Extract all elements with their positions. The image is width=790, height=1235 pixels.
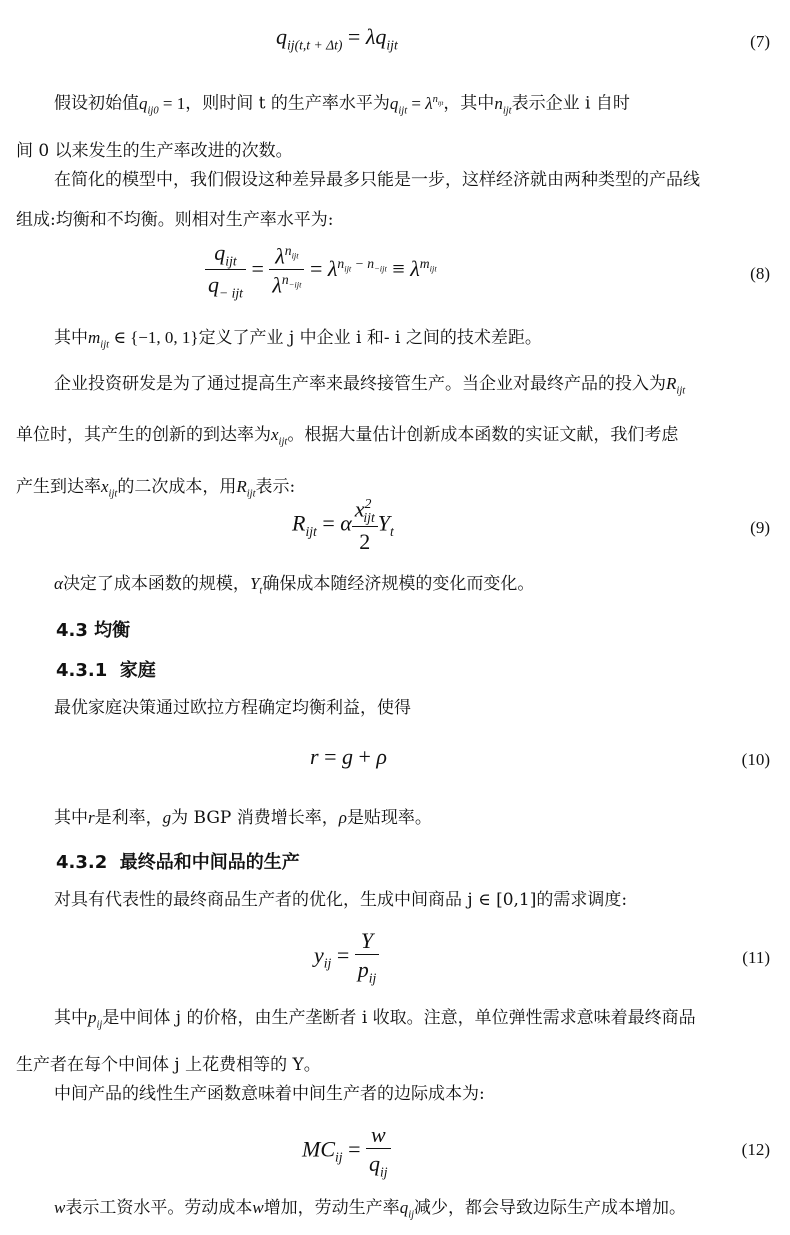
text: 间 0 以来发生的生产率改进的次数。 — [16, 141, 293, 162]
text: 最优家庭决策通过欧拉方程确定均衡利益，使得 — [54, 698, 411, 718]
text: 中间产品的线性生产函数意味着中间生产者的边际成本为: — [54, 1084, 485, 1104]
text: 决定了成本函数的规模， — [62, 574, 250, 594]
equation-9 — [0, 496, 790, 560]
equation-12-number: (12) — [741, 1140, 770, 1159]
equation-11-number: (11) — [742, 948, 770, 967]
equation-9-body: $R_{ijt} = \alpha$ $\frac{x^2_{ijt}}{2}$ $Y_t$ — [292, 496, 394, 554]
paragraph-3: 其中$m_{ijt}$ ∈ {−1, 0, 1}定义了产业 j 中企业 i 和- i 之间的技术差距。 — [54, 328, 542, 351]
paragraph-1: 假设初始值$q_{ij0} = 1$，则时间 t 的生产率水平为$q_{ijt} = \lambda^{n_{ijt}}$，其中$n_{ijt}$表示企业 i 自时 间 0 以来发生的生产率改进的次数。 — [16, 93, 630, 162]
text: 定义了产业 j 中企业 i 和- i 之间的技术差距。 — [198, 328, 542, 348]
paragraph-6 — [16, 688, 774, 728]
text: 是中间体 j 的价格，由生产垄断者 i 收取。注意，单位弹性需求意味着最终商品 — [102, 1008, 696, 1028]
subsection-heading-4-3-1 — [56, 656, 156, 682]
equation-11-body: $y_{ij}$ = $\frac{Y}{p_{ij}}$ — [314, 928, 379, 986]
equation-10-body: r = g + ρ — [310, 744, 387, 769]
heading-title: 最终品和中间品的生产 — [119, 852, 300, 873]
equation-10 — [0, 744, 790, 780]
paragraph-10 — [16, 1074, 774, 1114]
text: 对具有代表性的最终商品生产者的优化，生成中间商品 j ∈ [0,1]的需求调度: — [54, 890, 628, 910]
text: 为 BGP 消费增长率， — [171, 808, 339, 828]
paragraph-9: 其中$p_{ij}$是中间体 j 的价格，由生产垄断者 i 收取。注意，单位弹性需求意味着最终商品 生产者在每个中间体 j 上花费相等的 Y。 — [16, 1008, 696, 1076]
text: ，则时间 t 的生产率水平为 — [185, 93, 390, 114]
text: 是贴现率。 — [346, 808, 432, 828]
text: 确保成本随经济规模的变化而变化。 — [262, 574, 535, 594]
text: 企业投资研发是为了通过提高生产率来最终接管生产。当企业对最终产品的投入为 — [54, 374, 666, 394]
paragraph-8 — [16, 880, 774, 920]
text: 减少，都会导致边际生产成本增加。 — [414, 1198, 687, 1218]
text: 其中 — [54, 328, 88, 348]
equation-7 — [0, 22, 790, 62]
equation-9-number: (9) — [750, 518, 770, 537]
paragraph-5: α决定了成本函数的规模，$Y_t$确保成本随经济规模的变化而变化。 — [54, 574, 535, 597]
text: 假设初始值 — [54, 93, 139, 114]
text: 其中 — [54, 1008, 88, 1028]
text: 。根据大量估计创新成本函数的实证文献，我们考虑 — [287, 425, 679, 446]
text: 的二次成本，用 — [117, 476, 237, 497]
section-heading-4-3: 4.3 均衡 — [56, 620, 131, 641]
equation-8-body: $\frac{q_{ijt}}{q_{- ijt}}$ = $\frac{\lambda^{n_{ijt}}}{\lambda^{n_{-ijt}}}$ = $\lambda^{n_{ijt} - n_{-ijt}} \equiv \lambda^{m_{ijt}}$ — [205, 240, 437, 302]
equation-10-number: (10) — [741, 750, 770, 769]
equation-12-body: $MC_{ij}$ = $\frac{w}{q_{ij}}$ — [302, 1122, 391, 1180]
equation-12 — [0, 1122, 790, 1186]
heading-number: 4.3.2 — [56, 852, 108, 873]
equation-7-number: (7) — [750, 32, 770, 51]
text: 是利率， — [94, 808, 163, 828]
text: 增加，劳动生产率 — [263, 1198, 400, 1218]
text: 表示企业 i 自时 — [511, 93, 630, 114]
heading-title: 家庭 — [119, 660, 156, 681]
text: 其中 — [54, 808, 88, 828]
text: ，其中 — [443, 93, 495, 114]
text: 产生到达率 — [16, 476, 101, 497]
text: 生产者在每个中间体 j 上花费相等的 Y。 — [16, 1055, 321, 1076]
equation-11 — [0, 928, 790, 992]
text: 表示工资水平。劳动成本 — [65, 1198, 253, 1218]
subsection-heading-4-3-2 — [56, 848, 300, 874]
text: 单位时，其产生的创新的到达率为 — [16, 425, 271, 446]
text: 表示: — [255, 476, 296, 497]
paragraph-11: w表示工资水平。劳动成本w增加，劳动生产率$q_{ij}$减少，都会导致边际生产成本增加。 — [54, 1198, 687, 1221]
heading-number: 4.3.1 — [56, 660, 108, 681]
equation-8 — [0, 240, 790, 310]
equation-8-number: (8) — [750, 264, 770, 283]
paragraph-2 — [16, 160, 774, 240]
equation-7-body: $q_{ij(t,t + \Delta t)} = \lambda q_{ijt}$ — [276, 24, 398, 53]
text: 在简化的模型中，我们假设这种差异最多只能是一步，这样经济就由两种类型的产品线 — [54, 170, 700, 190]
paragraph-7: 其中r是利率，g为 BGP 消费增长率，ρ是贴现率。 — [54, 808, 432, 828]
paragraph-4: 企业投资研发是为了通过提高生产率来最终接管生产。当企业对最终产品的投入为$R_{ijt}$ 单位时，其产生的创新的到达率为$x_{ijt}$。根据大量估计创新成本函数的实证文献，我们考虑 产生到达率$x_{ijt}$的二次成本，用$R_{ijt}$表示: — [16, 374, 686, 500]
text: 组成:均衡和不均衡。则相对生产率水平为: — [16, 210, 334, 230]
